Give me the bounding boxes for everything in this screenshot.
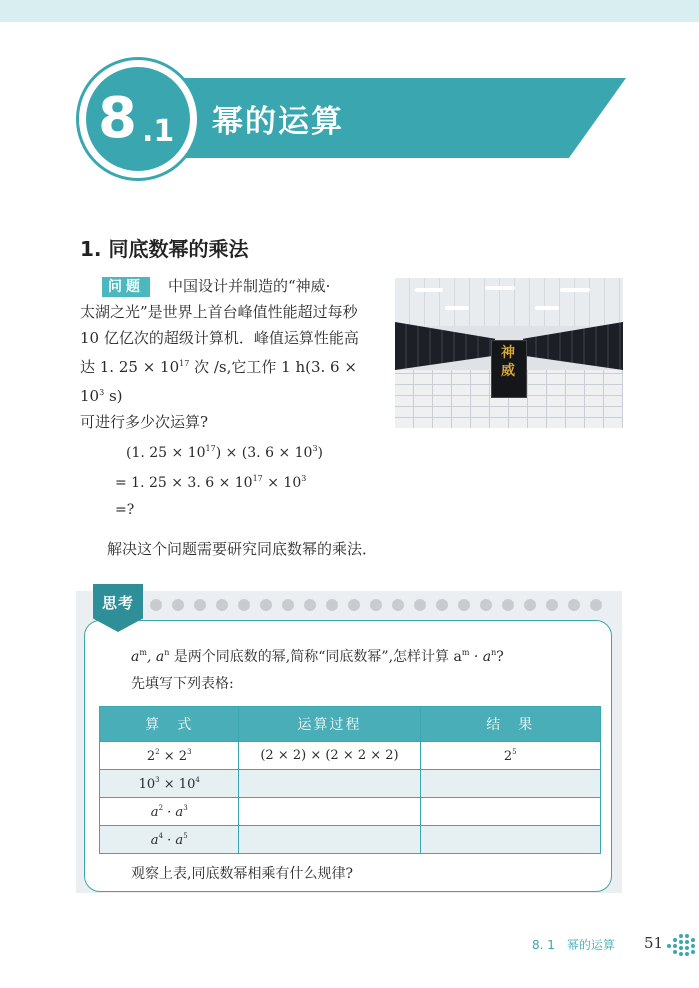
- ring: [502, 599, 514, 611]
- ring: [370, 599, 382, 611]
- server-racks-left: [395, 322, 495, 370]
- chapter-number-sub: .1: [142, 114, 175, 149]
- process-cell[interactable]: [239, 798, 420, 826]
- table-header-row: [100, 707, 601, 742]
- problem-line: [80, 351, 385, 409]
- ring: [590, 599, 602, 611]
- ring: [304, 599, 316, 611]
- math-line-3: =?: [115, 502, 135, 518]
- ring: [524, 599, 536, 611]
- page-number: 51: [644, 934, 664, 952]
- ring: [326, 599, 338, 611]
- section-heading: 1. 同底数幂的乘法: [80, 237, 249, 261]
- exponent: 5: [512, 747, 517, 756]
- math-text: = 1. 25 × 3. 6 × 10: [115, 475, 253, 491]
- supercomputer-photo: [395, 278, 623, 428]
- cabinet-logo: 神威: [501, 345, 515, 379]
- table-header-process: 运算过程: [239, 707, 420, 742]
- var: a: [150, 832, 159, 848]
- exponent: m: [139, 648, 147, 657]
- problem-text: 达 1. 25 × 10: [80, 358, 180, 376]
- conclusion-text: 解决这个问题需要研究同底数幂的乘法．: [107, 540, 378, 558]
- process-cell[interactable]: (2 × 2) × (2 × 2 × 2): [239, 742, 420, 770]
- math-line-1: [126, 444, 323, 461]
- problem-paragraph: [80, 273, 385, 435]
- think-tag-label: 思考: [101, 594, 134, 612]
- expr-cell: [100, 798, 239, 826]
- ring: [348, 599, 360, 611]
- ring: [194, 599, 206, 611]
- think-instruction: 先填写下列表格:: [131, 676, 234, 692]
- table-row: [100, 770, 601, 798]
- ring: [260, 599, 272, 611]
- exponent: m: [461, 648, 470, 657]
- think-text: ?: [496, 649, 504, 665]
- cell-text: × 2: [159, 748, 188, 764]
- problem-tag: 问题: [102, 277, 150, 297]
- exponent: 5: [183, 831, 188, 840]
- ring: [392, 599, 404, 611]
- ceiling-light: [560, 288, 590, 292]
- think-question: [131, 646, 504, 666]
- ring: [238, 599, 250, 611]
- problem-line: 可进行多少次运算?: [80, 413, 209, 431]
- table-header-expr: 算 式: [100, 707, 239, 742]
- chapter-title: 幂的运算: [212, 104, 344, 140]
- table-header-result: 结 果: [420, 707, 600, 742]
- cell-text: 2: [146, 748, 156, 764]
- footer-section-label: 8. 1 幂的运算: [532, 938, 615, 952]
- expr-cell: [100, 770, 239, 798]
- cell-text: 2: [503, 748, 513, 764]
- problem-text: s): [104, 387, 123, 405]
- decorative-dots: [665, 932, 697, 960]
- var: a: [150, 804, 159, 820]
- process-cell[interactable]: [239, 770, 420, 798]
- exponent: 17: [205, 444, 216, 453]
- result-cell[interactable]: [420, 798, 600, 826]
- ceiling-light: [485, 286, 515, 290]
- problem-line: 10 亿亿次的超级计算机．峰值运算性能高: [80, 329, 359, 347]
- exponent: 3: [187, 747, 192, 756]
- table-row: [100, 826, 601, 854]
- exponent: 17: [252, 474, 263, 483]
- math-text: × 10: [262, 475, 302, 491]
- exponent: 2: [155, 747, 160, 756]
- ceiling-light: [445, 306, 469, 310]
- exponent: n: [491, 648, 497, 657]
- cell-text: × 10: [159, 776, 196, 792]
- ring: [282, 599, 294, 611]
- math-line-2: [115, 474, 306, 491]
- result-cell[interactable]: [420, 742, 600, 770]
- top-band: [0, 0, 699, 22]
- ring: [436, 599, 448, 611]
- var: · a: [163, 804, 184, 820]
- var: · a: [163, 832, 184, 848]
- math-text: (1. 25 × 10: [126, 445, 206, 461]
- server-racks-right: [523, 322, 623, 370]
- cell-text: 10: [138, 776, 156, 792]
- think-footer-question: 观察上表,同底数幂相乘有什么规律?: [131, 866, 353, 882]
- problem-line: 中国设计并制造的“神威·: [168, 277, 331, 295]
- ceiling-light: [415, 288, 443, 292]
- expr-cell: [100, 742, 239, 770]
- var: a: [131, 649, 140, 665]
- ring: [458, 599, 470, 611]
- think-text: 是两个同底数的幂,简称“同底数幂”,怎样计算 a: [169, 649, 462, 665]
- ring: [568, 599, 580, 611]
- table-row: [100, 742, 601, 770]
- exponent: 4: [158, 831, 164, 840]
- expr-cell: [100, 826, 239, 854]
- exponent: 17: [179, 359, 190, 368]
- math-text: ) × (3. 6 × 10: [215, 445, 313, 461]
- ceiling-light: [535, 306, 559, 310]
- exponent: 3: [183, 803, 188, 812]
- problem-text: 次 /s,它工作 1 h(3. 6 × 10: [80, 358, 357, 405]
- exponent: n: [164, 648, 170, 657]
- exponent: 4: [195, 775, 200, 784]
- ring: [172, 599, 184, 611]
- math-text: ): [317, 445, 323, 461]
- result-cell[interactable]: [420, 826, 600, 854]
- var: , a: [146, 649, 165, 665]
- exponent: 3: [301, 474, 307, 483]
- exponent: 3: [155, 775, 160, 784]
- table-row: [100, 798, 601, 826]
- ring: [216, 599, 228, 611]
- chapter-number: 8: [98, 86, 135, 151]
- problem-line: 太湖之光”是世界上首台峰值性能超过每秒: [80, 303, 358, 321]
- result-cell[interactable]: [420, 770, 600, 798]
- ring: [414, 599, 426, 611]
- ring: [150, 599, 162, 611]
- exponent: 2: [158, 803, 164, 812]
- exponent: 3: [312, 444, 318, 453]
- binder-rings: [150, 599, 620, 613]
- power-table: [99, 706, 601, 854]
- process-cell[interactable]: [239, 826, 420, 854]
- ring: [546, 599, 558, 611]
- var: · a: [469, 649, 492, 665]
- ring: [480, 599, 492, 611]
- exponent: 3: [99, 388, 105, 397]
